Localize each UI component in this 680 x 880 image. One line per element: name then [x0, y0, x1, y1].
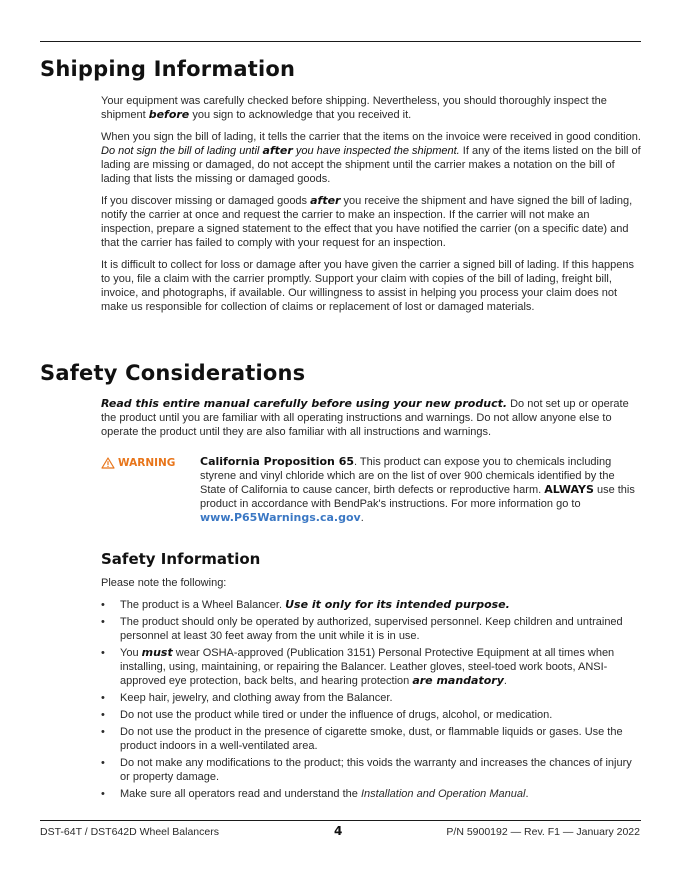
safety-note: Please note the following: — [101, 577, 227, 589]
shipping-body — [101, 94, 641, 322]
list-item: • Do not use the product in the presence of cigarette smoke, dust, or flammable liquids or gases. Use the product indoors in a well-ventilated area. — [101, 726, 623, 752]
list-item: • Do not use the product while tired or under the influence of drugs, alcohol, or medication. — [101, 709, 553, 721]
top-rule — [40, 41, 641, 42]
list-item: • Make sure all operators read and understand the Installation and Operation Manual. — [101, 788, 529, 800]
warning-text: California Proposition 65. This product can expose you to chemicals including styrene and vinyl chloride which are on the list of over 900 chemicals identified by the State of California to cause cancer, birth defects or reproductive harm. ALWAYS use this product in accordance with BendPak's instructions. For more information go to www.P65Warnings.ca.gov. — [200, 455, 635, 524]
p65-warnings-link[interactable]: www.P65Warnings.ca.gov — [200, 511, 361, 524]
list-item: • Keep hair, jewelry, and clothing away from the Balancer. — [101, 692, 393, 704]
list-item: • The product is a Wheel Balancer. Use it only for its intended purpose. — [101, 598, 510, 611]
safety-intro-paragraph: Read this entire manual carefully before using your new product. Do not set up or operate the product until you are familiar with all operating instructions and warnings. Do not allow anyone else to operate the product until they are also familiar with all instructions and warnings. — [101, 397, 629, 438]
list-item: • Do not make any modifications to the product; this voids the warranty and increases the chances of injury or property damage. — [101, 757, 632, 783]
page-number: 4 — [334, 824, 343, 838]
warning-triangle-icon — [101, 457, 115, 469]
safety-intro — [101, 397, 641, 447]
safety-information-heading: Safety Information — [101, 550, 261, 568]
safety-list — [101, 598, 641, 804]
list-item: • You must wear OSHA-approved (Publication 3151) Personal Protective Equipment at all times when installing, using, maintaining, or repairing the Balancer. Leather gloves, steel-toed work boots, ANSI-approved eye protection, back belts, and hearing protection are mandatory. — [101, 646, 615, 687]
shipping-paragraph-4: It is difficult to collect for loss or damage after you have given the carrier a signed bill of lading. If this happens to you, file a claim with the carrier promptly. Support your claim with copies of the bill of lading, freight bill, invoice, and photographs, if available. Our willingness to assist in helping you process your claim does not make us responsible for collection of claims or replacement of lost or damaged materials. — [101, 259, 634, 313]
footer-part-number: P/N 5900192 — Rev. F1 — January 2022 — [446, 826, 640, 838]
list-item: • The product should only be operated by authorized, supervised personnel. Keep children and untrained personnel at least 30 feet away from the unit while it is in use. — [101, 616, 623, 642]
shipping-section-title: Shipping Information — [40, 57, 296, 81]
shipping-paragraph-3: If you discover missing or damaged goods after you receive the shipment and have signed the bill of lading, notify the carrier at once and request the carrier to make an inspection. If the carrier will not make an inspection, prepare a signed statement to the effect that you have notified the carrier (on a specific date) and that the carrier has failed to comply with your request for an inspection. — [101, 194, 633, 249]
safety-section-title: Safety Considerations — [40, 361, 306, 385]
footer-product-name: DST-64T / DST642D Wheel Balancers — [40, 826, 219, 838]
bottom-rule — [40, 820, 641, 821]
warning-label — [101, 456, 175, 470]
shipping-paragraph-2: When you sign the bill of lading, it tells the carrier that the items on the invoice were received in good condition. Do not sign the bill of lading until after you have inspected the shipment. If any of the items listed on the bill of lading are missing or damaged, do not accept the shipment until the carrier makes a notation on the bill of lading that lists the missing or damaged goods. — [101, 131, 641, 185]
warning-label-text: WARNING — [118, 457, 176, 469]
shipping-paragraph-1: Your equipment was carefully checked before shipping. Nevertheless, you should thoroughly inspect the shipment before you sign to acknowledge that you received it. — [101, 95, 607, 121]
